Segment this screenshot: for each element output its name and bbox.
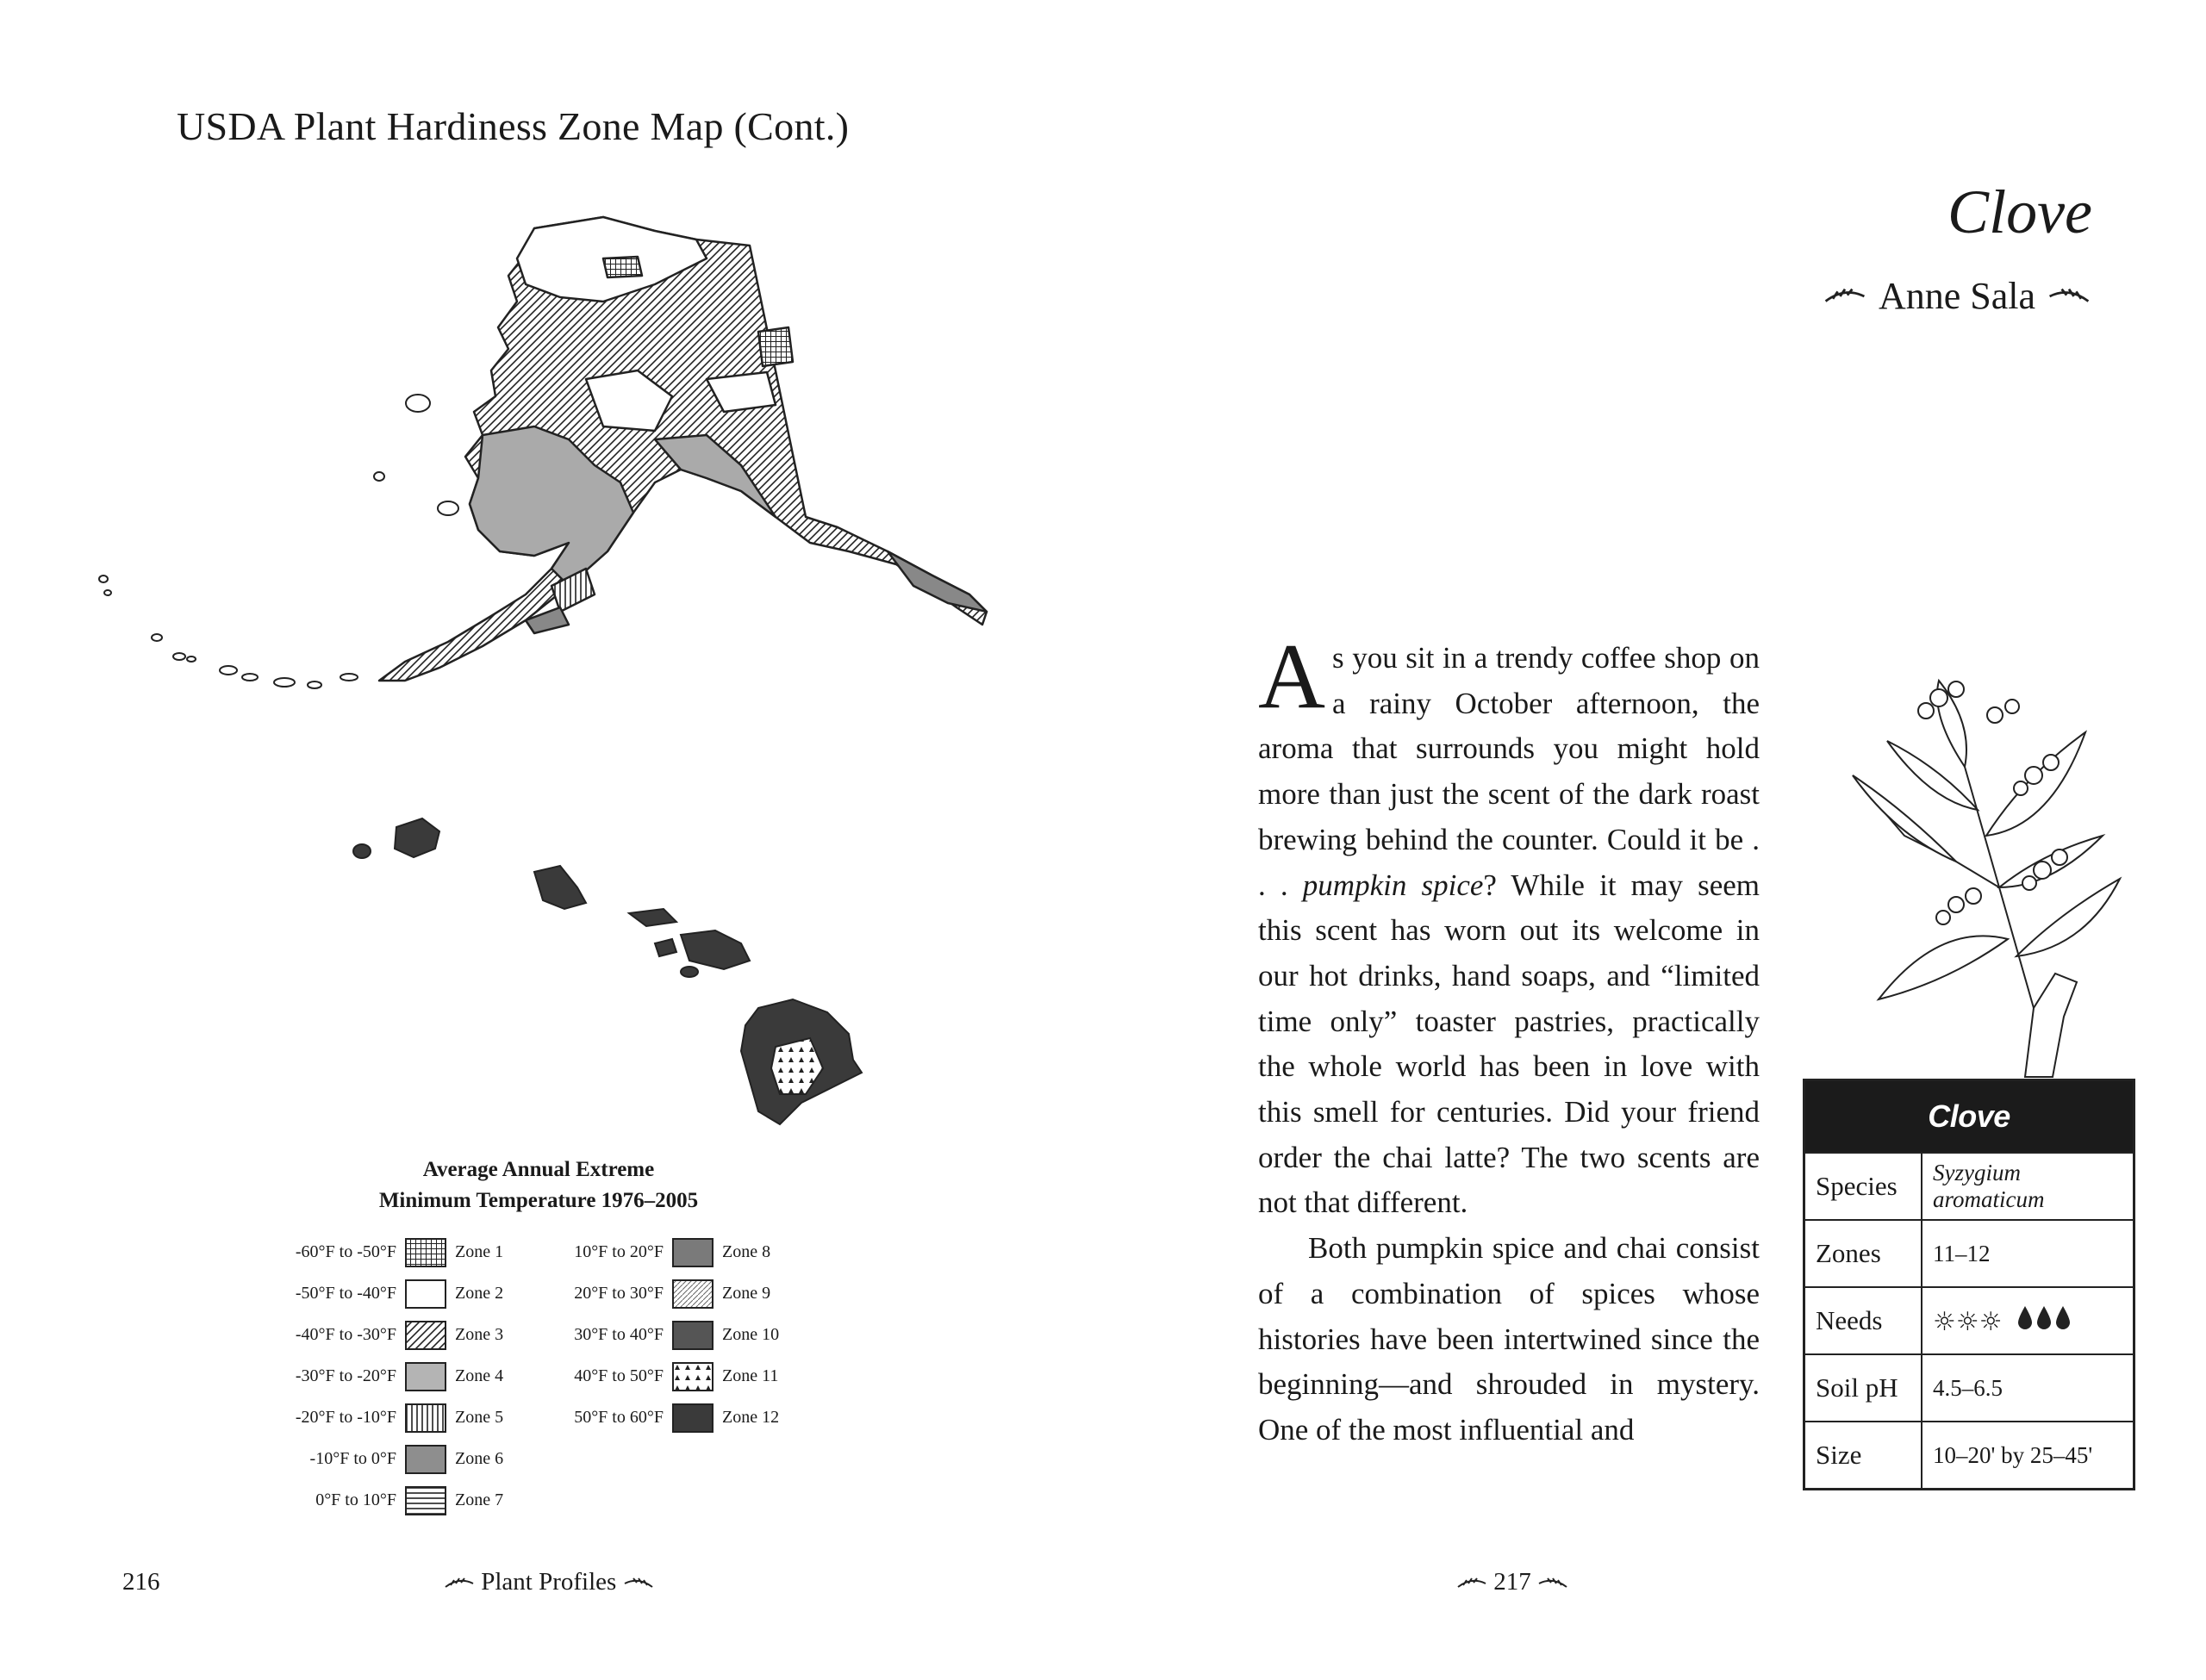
legend-row	[0, 1484, 1103, 1519]
legend-zone-label: Zone 12	[722, 1408, 780, 1427]
alaska-map	[379, 217, 987, 681]
map-title: USDA Plant Hardiness Zone Map (Cont.)	[177, 104, 850, 148]
legend-range: -40°F to -30°F	[295, 1325, 396, 1344]
info-row-zones	[1804, 1220, 2134, 1287]
legend-range: -50°F to -40°F	[295, 1284, 396, 1303]
paragraph-1-part-2: ? While it may seem this scent has worn out its welcome in our hot drinks, hand soaps, and “limited time only” toaster pastries, practically the whole world has been in love with this smell for centuries. Did your friend order the chai latte? The two scents are not that different.	[1258, 868, 1760, 1220]
zones-label: Zones	[1804, 1220, 1922, 1287]
legend-range: 30°F to 40°F	[574, 1325, 664, 1344]
folio-number-left: 216	[122, 1568, 160, 1596]
legend-swatch	[672, 1403, 714, 1433]
needs-value	[1922, 1287, 2134, 1354]
legend-zone-label: Zone 1	[455, 1242, 504, 1261]
author-name: Anne Sala	[1878, 275, 2035, 317]
legend-range: -20°F to -10°F	[295, 1408, 396, 1427]
folio-number-right: 217	[1493, 1568, 1531, 1596]
info-row-needs	[1804, 1287, 2134, 1354]
legend-swatch	[672, 1321, 714, 1350]
info-row-soil-ph	[1804, 1354, 2134, 1422]
legend-row	[0, 1443, 1103, 1478]
legend-zone-label: Zone 4	[455, 1366, 504, 1385]
paragraph-1-part-1: s you sit in a trendy coffee shop on a rainy October afternoon, the aroma that surrounds you might hold more than just the scent of the dark roast brewing behind the counter. Could it be . . .	[1258, 641, 1760, 902]
leaf-ornament-icon	[1456, 1575, 1487, 1592]
leaf-ornament-icon	[1822, 284, 1868, 308]
soil-ph-label: Soil pH	[1804, 1354, 1922, 1422]
legend-range: -10°F to 0°F	[309, 1449, 396, 1468]
species-value: Syzygium aromaticum	[1922, 1153, 2134, 1220]
running-head-right	[1456, 1568, 1568, 1596]
plant-info-table	[1803, 1079, 2135, 1490]
leaf-ornament-icon	[444, 1575, 475, 1592]
legend-zone-label: Zone 7	[455, 1490, 504, 1509]
legend-range: 50°F to 60°F	[574, 1408, 664, 1427]
legend-range: 10°F to 20°F	[574, 1242, 664, 1261]
legend-zone-label: Zone 11	[722, 1366, 779, 1385]
paragraph-1	[1258, 625, 1760, 1226]
size-label: Size	[1804, 1422, 1922, 1490]
legend-zone-label: Zone 3	[455, 1325, 504, 1344]
legend-swatch	[672, 1362, 714, 1391]
hawaii-map	[353, 818, 862, 1124]
legend-swatch	[672, 1279, 714, 1309]
needs-label: Needs	[1804, 1287, 1922, 1354]
running-head-text: Plant Profiles	[481, 1568, 617, 1596]
legend-row	[0, 1402, 1103, 1436]
legend-zone-label: Zone 2	[455, 1284, 504, 1303]
info-row-species	[1804, 1153, 2134, 1220]
clove-plant-illustration	[1827, 663, 2137, 1081]
legend-title-line1: Average Annual Extreme	[422, 1158, 655, 1181]
zones-value: 11–12	[1922, 1220, 2134, 1287]
legend-range: 40°F to 50°F	[574, 1366, 664, 1385]
legend-row	[0, 1319, 1103, 1353]
legend-zone-label: Zone 8	[722, 1242, 771, 1261]
info-table-header: Clove	[1804, 1080, 2134, 1154]
legend-title-line2: Minimum Temperature 1976–2005	[378, 1189, 699, 1212]
water-drop-icon	[2016, 1304, 2073, 1336]
info-row-size	[1804, 1422, 2134, 1490]
legend-range: 0°F to 10°F	[315, 1490, 396, 1509]
article-body	[1258, 625, 1760, 1453]
drop-cap: A	[1258, 625, 1325, 728]
legend-row	[0, 1278, 1103, 1312]
legend-title	[259, 1154, 819, 1216]
leaf-ornament-icon	[623, 1575, 654, 1592]
legend-range: -30°F to -20°F	[295, 1366, 396, 1385]
legend-range: 20°F to 30°F	[574, 1284, 664, 1303]
right-page	[1103, 0, 2206, 1680]
legend-zone-label: Zone 6	[455, 1449, 504, 1468]
species-label: Species	[1804, 1153, 1922, 1220]
legend-swatch	[405, 1445, 446, 1474]
soil-ph-value: 4.5–6.5	[1922, 1354, 2134, 1422]
running-head	[444, 1568, 654, 1596]
legend-range: -60°F to -50°F	[295, 1242, 396, 1261]
legend-swatch	[672, 1238, 714, 1267]
byline	[1822, 274, 2092, 318]
article-title: Clove	[1947, 177, 2092, 246]
legend-swatch	[405, 1486, 446, 1515]
sun-icon: ☼☼☼	[1933, 1307, 2003, 1337]
size-value: 10–20' by 25–45'	[1922, 1422, 2134, 1490]
paragraph-2: Both pumpkin spice and chai consist of a combination of spices whose histories have been intertwined since the beginning—and shrouded in mystery. One of the most influential and	[1258, 1231, 1760, 1447]
leaf-ornament-icon	[1537, 1575, 1568, 1592]
legend-zone-label: Zone 5	[455, 1408, 504, 1427]
legend-zone-label: Zone 9	[722, 1284, 771, 1303]
paragraph-1-italic: pumpkin spice	[1302, 868, 1484, 902]
leaf-ornament-icon	[2046, 284, 2092, 308]
aleutian-islands	[99, 395, 458, 688]
legend-row	[0, 1236, 1103, 1271]
legend-zone-label: Zone 10	[722, 1325, 780, 1344]
legend-row	[0, 1360, 1103, 1395]
